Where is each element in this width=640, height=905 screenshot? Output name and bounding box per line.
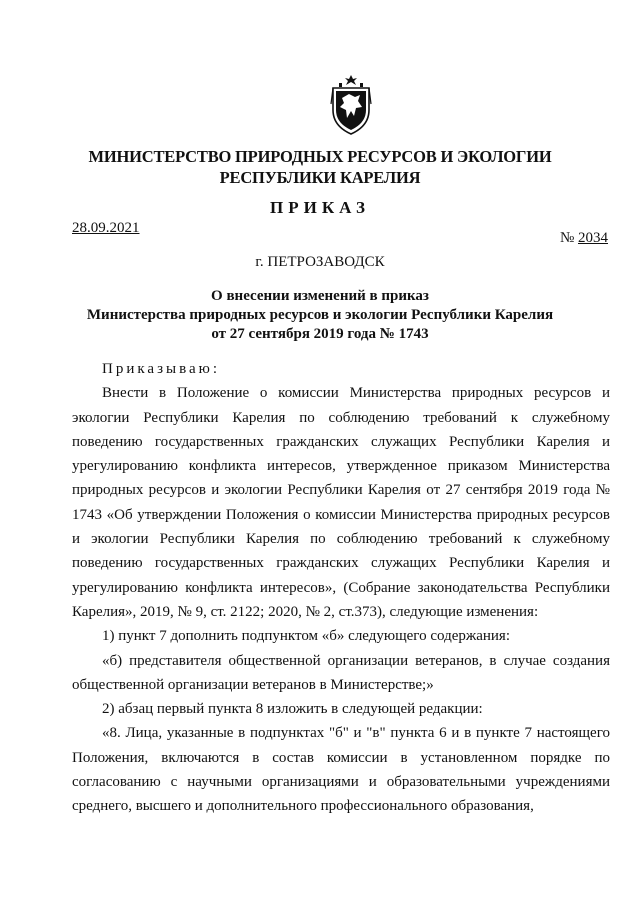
subject-line-3: от 27 сентября 2019 года № 1743 <box>211 326 429 342</box>
document-number <box>560 230 608 247</box>
item-2: 2) абзац первый пункта 8 изложить в следующей редакции: <box>102 701 483 718</box>
order-body <box>72 357 610 819</box>
document-type: ПРИКАЗ <box>270 198 370 217</box>
ministry-name <box>0 146 640 188</box>
ministry-line-1: МИНИСТЕРСТВО ПРИРОДНЫХ РЕСУРСОВ И ЭКОЛОГИИ <box>88 147 552 166</box>
order-word: Приказываю: <box>102 361 220 377</box>
item-2-text: «8. Лица, указанные в подпунктах "б" и "в" пункта 6 и в пункте 7 настоящего Положения, включаются в состав комиссии в установленном порядке по согласованию с научными организациями и образовательными учреждениями среднего, высшего и дополнительного профессионального образования, <box>72 725 610 815</box>
karelia-coat-of-arms-icon <box>329 74 373 136</box>
number-prefix: № <box>559 230 575 246</box>
item-1-text: «б) представителя общественной организации ветеранов, в случае создания общественной организации ветеранов в Министерстве;» <box>72 652 610 693</box>
city: г. ПЕТРОЗАВОДСК <box>255 254 385 270</box>
item-1: 1) пункт 7 дополнить подпунктом «б» следующего содержания: <box>102 628 510 645</box>
ministry-line-2: РЕСПУБЛИКИ КАРЕЛИЯ <box>219 168 421 187</box>
number-value: 2034 <box>578 230 608 246</box>
subject-line-1: О внесении изменений в приказ <box>211 288 429 304</box>
paragraph-main: Внести в Положение о комиссии Министерства природных ресурсов и экологии Республики Карелия по соблюдению требований к служебному поведению государственных гражданских служащих Республики Карелия и урегулированию конфликта интересов, утвержденное приказом Министерства природных ресурсов и экологии Республики Карелия от 27 сентября 2019 года № 1743 «Об утверждении Положения о комиссии Министерства природных ресурсов и экологии Республики Карелия по соблюдению требований к служебному поведению государственных гражданских служащих Республики Карелия и урегулированию конфликта интересов», (Собрание законодательства Республики Карелия», 2019, № 9, ст. 2122; 2020, № 2, ст.373), следующие изменения: <box>72 385 610 620</box>
document-date: 28.09.2021 <box>72 220 140 236</box>
order-subject <box>0 287 640 344</box>
subject-line-2: Министерства природных ресурсов и экологии Республики Карелия <box>86 307 554 323</box>
